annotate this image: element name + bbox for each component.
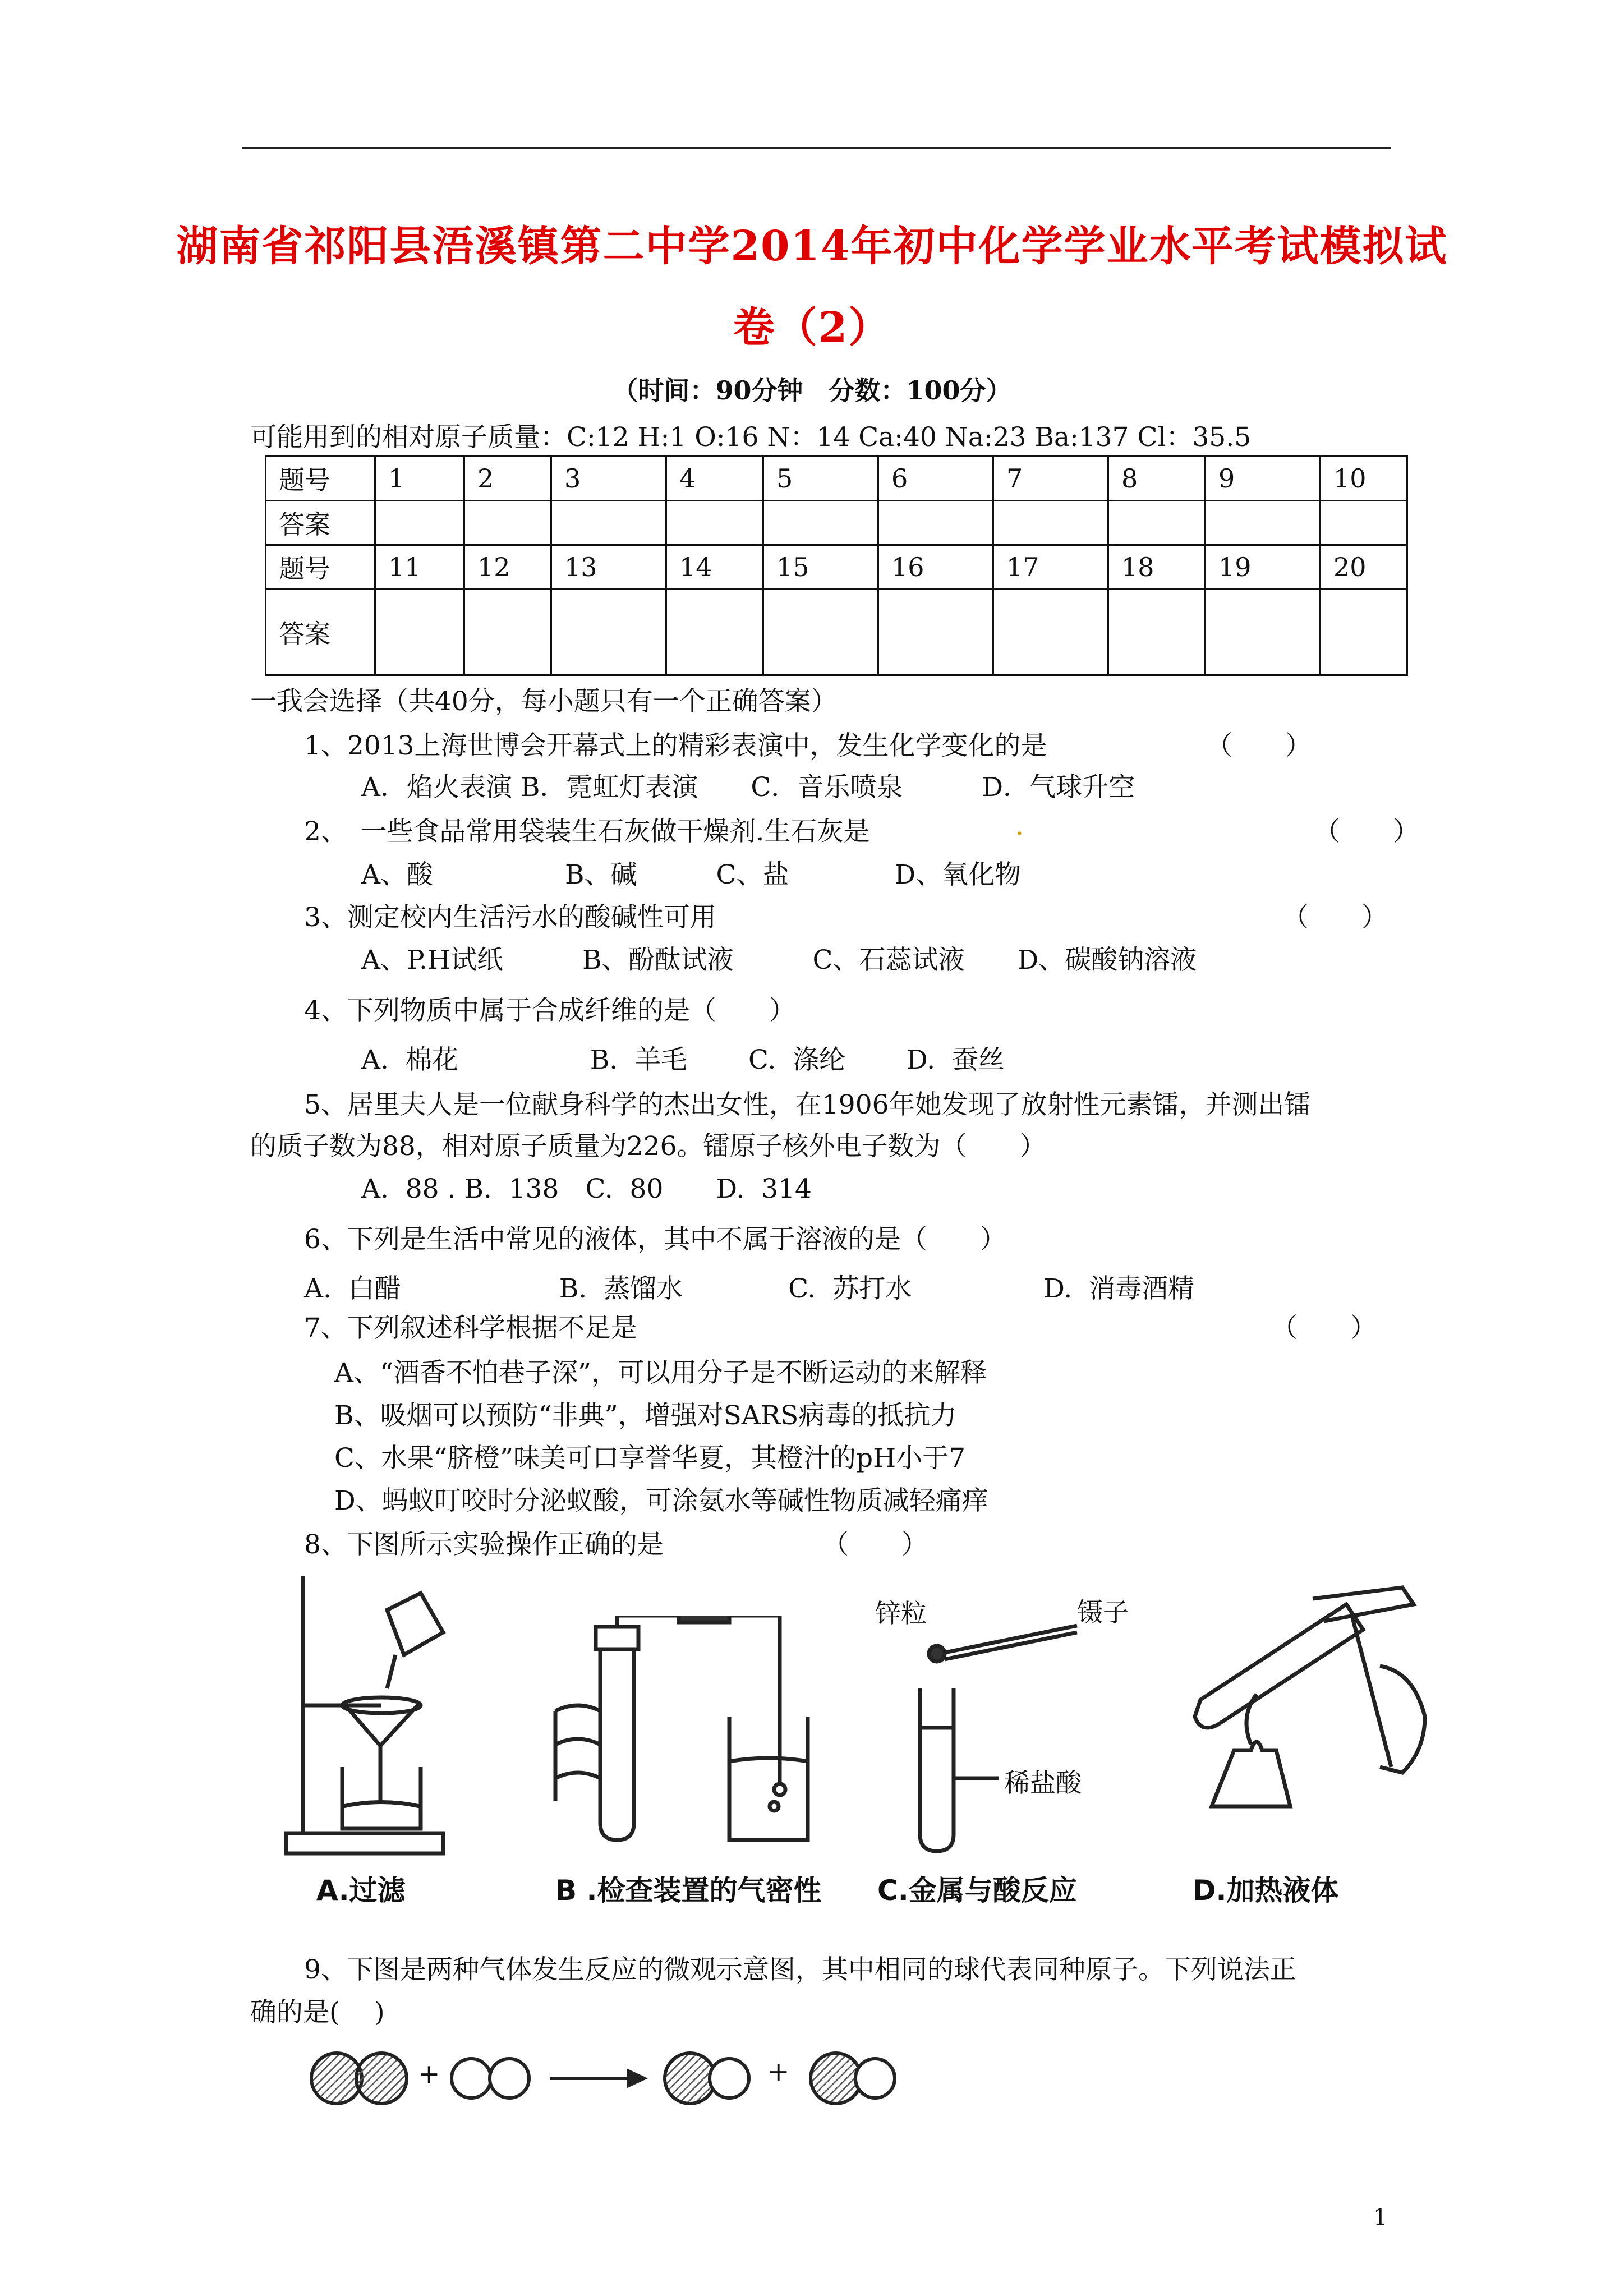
answer-cell[interactable] xyxy=(993,501,1108,545)
reaction-plus-2: + xyxy=(767,2056,790,2087)
table-cell: 8 xyxy=(1108,457,1206,501)
exam-time-score: （时间：90分钟 分数：100分） xyxy=(612,375,1012,406)
exam-title-line1: 湖南省祁阳县浯溪镇第二中学2014年初中化学学业水平考试模拟试 xyxy=(176,222,1448,270)
q8-stem: 8、下图所示实验操作正确的是 xyxy=(304,1529,664,1560)
q2-stem: 2、 一些食品常用袋装生石灰做干燥剂.生石灰是 xyxy=(304,816,870,847)
answer-cell[interactable] xyxy=(1108,590,1206,675)
answer-cell[interactable] xyxy=(375,590,464,675)
table-cell: 15 xyxy=(763,545,878,590)
answer-cell[interactable] xyxy=(464,590,551,675)
q5-options: A. 88 . B. 138 C. 80 D. 314 xyxy=(361,1174,812,1204)
table-cell: 4 xyxy=(666,457,763,501)
answer-cell[interactable] xyxy=(1321,501,1407,545)
answer-cell[interactable] xyxy=(1206,590,1321,675)
q6-stem: 6、下列是生活中常见的液体，其中不属于溶液的是（ ） xyxy=(304,1224,1006,1255)
reaction-plus-1: + xyxy=(418,2059,440,2090)
table-cell: 6 xyxy=(878,457,993,501)
page-number: 1 xyxy=(1373,2205,1388,2230)
q9-stem-line2: 确的是( ) xyxy=(250,1997,385,2028)
table-cell: 10 xyxy=(1321,457,1407,501)
answer-cell[interactable] xyxy=(763,501,878,545)
table-row xyxy=(266,501,1407,545)
answer-cell[interactable] xyxy=(763,590,878,675)
q4-stem: 4、下列物质中属于合成纤维的是（ ） xyxy=(304,995,795,1026)
label-zinc: 锌粒 xyxy=(875,1598,927,1628)
row-label-answer: 答案 xyxy=(266,590,375,675)
table-cell: 9 xyxy=(1206,457,1321,501)
q7-bracket[interactable]: （ ） xyxy=(1271,1313,1377,1343)
label-dilute-acid: 稀盐酸 xyxy=(1004,1768,1082,1798)
q1-options: A．焰火表演 B．霓虹灯表演 C．音乐喷泉 D．气球升空 xyxy=(361,772,1135,803)
section1-heading: 一我会选择（共40分，每小题只有一个正确答案） xyxy=(250,686,838,717)
table-cell: 5 xyxy=(763,457,878,501)
answer-cell[interactable] xyxy=(1206,501,1321,545)
metal-acid-figure xyxy=(864,1593,1144,1862)
table-row xyxy=(266,590,1407,675)
q5-stem-line1: 5、居里夫人是一位献身科学的杰出女性，在1906年她发现了放射性元素镭，并测出镭 xyxy=(304,1089,1311,1120)
exam-title-line2: 卷（2） xyxy=(733,303,891,352)
answer-cell[interactable] xyxy=(551,501,666,545)
table-cell: 20 xyxy=(1321,545,1407,590)
table-cell: 7 xyxy=(993,457,1108,501)
q6-options: A. 白醋 B. 蒸馏水 C. 苏打水 D. 消毒酒精 xyxy=(304,1273,1195,1304)
q8-caption-d: D.加热液体 xyxy=(1193,1874,1339,1907)
table-cell: 11 xyxy=(375,545,464,590)
q1-bracket[interactable]: （ ） xyxy=(1206,730,1312,761)
q8-bracket[interactable]: （ ） xyxy=(822,1529,928,1560)
q9-stem-line1: 9、下图是两种气体发生反应的微观示意图，其中相同的球代表同种原子。下列说法正 xyxy=(304,1954,1296,1985)
row-label-number: 题号 xyxy=(266,457,375,501)
row-label-number: 题号 xyxy=(266,545,375,590)
table-cell: 17 xyxy=(993,545,1108,590)
q8-caption-a: A.过滤 xyxy=(316,1874,406,1907)
answer-cell[interactable] xyxy=(878,590,993,675)
label-tweezers: 镊子 xyxy=(1077,1597,1129,1627)
table-cell: 13 xyxy=(551,545,666,590)
q7-option-c: C、水果“脐橙”味美可口享誉华夏，其橙汁的pH小于7 xyxy=(334,1443,965,1474)
q2-mark: . xyxy=(1015,811,1024,841)
answer-cell[interactable] xyxy=(1321,590,1407,675)
heating-liquid-figure xyxy=(1178,1582,1436,1851)
table-cell: 16 xyxy=(878,545,993,590)
q7-option-d: D、蚂蚁叮咬时分泌蚁酸，可涂氨水等碱性物质减轻痛痒 xyxy=(334,1485,988,1516)
answer-table xyxy=(265,455,1408,676)
table-cell: 18 xyxy=(1108,545,1206,590)
table-row xyxy=(266,545,1407,590)
q8-caption-c: C.金属与酸反应 xyxy=(877,1874,1077,1907)
table-cell: 12 xyxy=(464,545,551,590)
header-rule xyxy=(242,147,1391,149)
answer-cell[interactable] xyxy=(1108,501,1206,545)
row-label-answer: 答案 xyxy=(266,501,375,545)
table-cell: 1 xyxy=(375,457,464,501)
table-cell: 19 xyxy=(1206,545,1321,590)
q4-options: A. 棉花 B. 羊毛 C. 涤纶 D. 蚕丝 xyxy=(361,1045,1005,1075)
answer-cell[interactable] xyxy=(464,501,551,545)
reaction-diagram xyxy=(303,2042,903,2115)
q2-bracket[interactable]: （ ） xyxy=(1314,816,1419,847)
q3-stem: 3、测定校内生活污水的酸碱性可用 xyxy=(304,902,716,933)
q3-bracket[interactable]: （ ） xyxy=(1282,902,1388,933)
filtration-figure xyxy=(280,1571,460,1862)
q3-options: A、P.H试纸 B、酚酞试液 C、石蕊试液 D、碳酸钠溶液 xyxy=(361,945,1197,976)
q7-stem: 7、下列叙述科学根据不足是 xyxy=(304,1313,637,1343)
q7-option-b: B、吸烟可以预防“非典”，增强对SARS病毒的抵抗力 xyxy=(334,1400,957,1431)
q5-stem-line2: 的质子数为88，相对原子质量为226。镭原子核外电子数为（ ） xyxy=(250,1131,1046,1162)
answer-cell[interactable] xyxy=(551,590,666,675)
table-cell: 14 xyxy=(666,545,763,590)
q8-caption-b: B .检查装置的气密性 xyxy=(555,1874,822,1907)
table-row xyxy=(266,457,1407,501)
answer-cell[interactable] xyxy=(878,501,993,545)
q1-stem: 1、2013上海世博会开幕式上的精彩表演中，发生化学变化的是 xyxy=(304,730,1047,761)
answer-cell[interactable] xyxy=(993,590,1108,675)
answer-cell[interactable] xyxy=(666,501,763,545)
atomic-masses: 可能用到的相对原子质量：C:12 H:1 O:16 N：14 Ca:40 Na:23 Ba:137 Cl：35.5 xyxy=(250,422,1252,453)
table-cell: 3 xyxy=(551,457,666,501)
answer-cell[interactable] xyxy=(375,501,464,545)
q2-options: A、酸 B、碱 C、盐 D、氧化物 xyxy=(361,859,1022,890)
airtightness-figure xyxy=(544,1616,813,1851)
q7-option-a: A、“酒香不怕巷子深”，可以用分子是不断运动的来解释 xyxy=(334,1358,987,1388)
table-cell: 2 xyxy=(464,457,551,501)
answer-cell[interactable] xyxy=(666,590,763,675)
